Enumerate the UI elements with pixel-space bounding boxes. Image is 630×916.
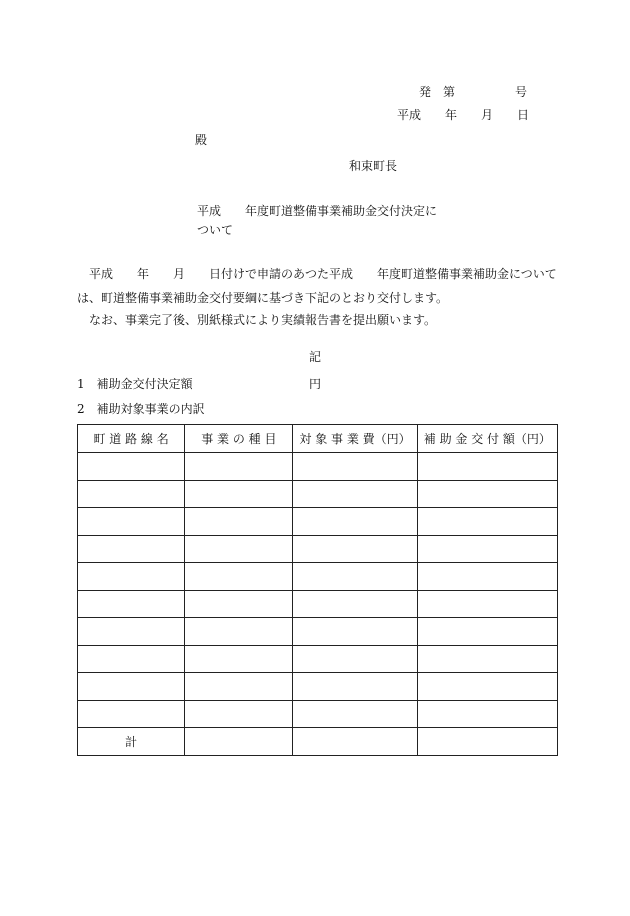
table-cell[interactable] xyxy=(185,700,293,728)
table-row xyxy=(78,645,558,673)
table-cell[interactable] xyxy=(78,563,185,591)
document-date: 平成 年 月 日 xyxy=(397,108,530,122)
table-cell[interactable] xyxy=(293,645,417,673)
table-row xyxy=(78,453,558,481)
breakdown-table xyxy=(77,424,558,756)
table-row xyxy=(78,480,558,508)
table-cell[interactable] xyxy=(78,645,185,673)
issuer-name: 和束町長 xyxy=(349,159,398,173)
table-cell[interactable] xyxy=(417,590,557,618)
table-cell[interactable] xyxy=(185,480,293,508)
table-cell[interactable] xyxy=(293,563,417,591)
table-row xyxy=(78,673,558,701)
table-cell[interactable] xyxy=(417,453,557,481)
table-cell[interactable] xyxy=(417,535,557,563)
document-number: 発 第 号 xyxy=(419,85,528,99)
table-cell[interactable] xyxy=(417,480,557,508)
header-route-name: 町 道 路 線 名 xyxy=(78,425,185,453)
table-cell[interactable] xyxy=(293,453,417,481)
table-row xyxy=(78,563,558,591)
table-cell[interactable] xyxy=(185,508,293,536)
table-cell[interactable] xyxy=(185,645,293,673)
table-cell[interactable] xyxy=(78,590,185,618)
table-row xyxy=(78,508,558,536)
header-project-cost: 対 象 事 業 費（円） xyxy=(293,425,417,453)
table-row xyxy=(78,590,558,618)
item-1-label: 1 補助金交付決定額 xyxy=(77,377,193,391)
table-row xyxy=(78,618,558,646)
table-cell[interactable] xyxy=(185,563,293,591)
table-cell[interactable] xyxy=(185,535,293,563)
table-cell[interactable] xyxy=(78,508,185,536)
table-cell[interactable] xyxy=(78,453,185,481)
table-header-row xyxy=(78,425,558,453)
table-cell[interactable] xyxy=(185,453,293,481)
table-cell[interactable] xyxy=(78,480,185,508)
table-cell[interactable] xyxy=(293,535,417,563)
table-cell[interactable] xyxy=(185,673,293,701)
body-paragraph: 平成 年 月 日付けで申請のあつた平成 年度町道整備事業補助金については、町道整備事業補助金交付要綱に基づき下記のとおり交付します。 xyxy=(77,267,557,305)
table-cell[interactable] xyxy=(185,618,293,646)
table-cell[interactable] xyxy=(417,673,557,701)
table-cell[interactable] xyxy=(417,645,557,673)
table-cell[interactable] xyxy=(78,673,185,701)
table-cell[interactable] xyxy=(417,618,557,646)
subject-line-1: 平成 年度町道整備事業補助金交付決定に xyxy=(197,204,438,218)
total-cell[interactable] xyxy=(417,728,557,756)
table-row xyxy=(78,535,558,563)
header-project-type: 事 業 の 種 目 xyxy=(185,425,293,453)
header-subsidy-amount: 補 助 金 交 付 額（円） xyxy=(417,425,557,453)
table-row xyxy=(78,700,558,728)
body-note: なお、事業完了後、別紙様式により実績報告書を提出願います。 xyxy=(89,313,437,327)
table-cell[interactable] xyxy=(417,563,557,591)
table-cell[interactable] xyxy=(78,700,185,728)
table-cell[interactable] xyxy=(293,480,417,508)
table-cell[interactable] xyxy=(417,508,557,536)
total-cell[interactable] xyxy=(185,728,293,756)
total-cell[interactable] xyxy=(293,728,417,756)
table-cell[interactable] xyxy=(78,535,185,563)
ki-heading: 記 xyxy=(309,350,322,364)
table-cell[interactable] xyxy=(78,618,185,646)
addressee-honorific: 殿 xyxy=(195,133,208,147)
table-total-row xyxy=(78,728,558,756)
table-cell[interactable] xyxy=(293,673,417,701)
table-cell[interactable] xyxy=(417,700,557,728)
table-cell[interactable] xyxy=(293,700,417,728)
item-1-unit: 円 xyxy=(309,377,322,391)
table-cell[interactable] xyxy=(293,508,417,536)
table-cell[interactable] xyxy=(293,590,417,618)
total-label: 計 xyxy=(78,728,185,756)
item-2-label: 2 補助対象事業の内訳 xyxy=(77,402,205,416)
table-cell[interactable] xyxy=(185,590,293,618)
subject-line-2: ついて xyxy=(197,223,234,237)
table-cell[interactable] xyxy=(293,618,417,646)
